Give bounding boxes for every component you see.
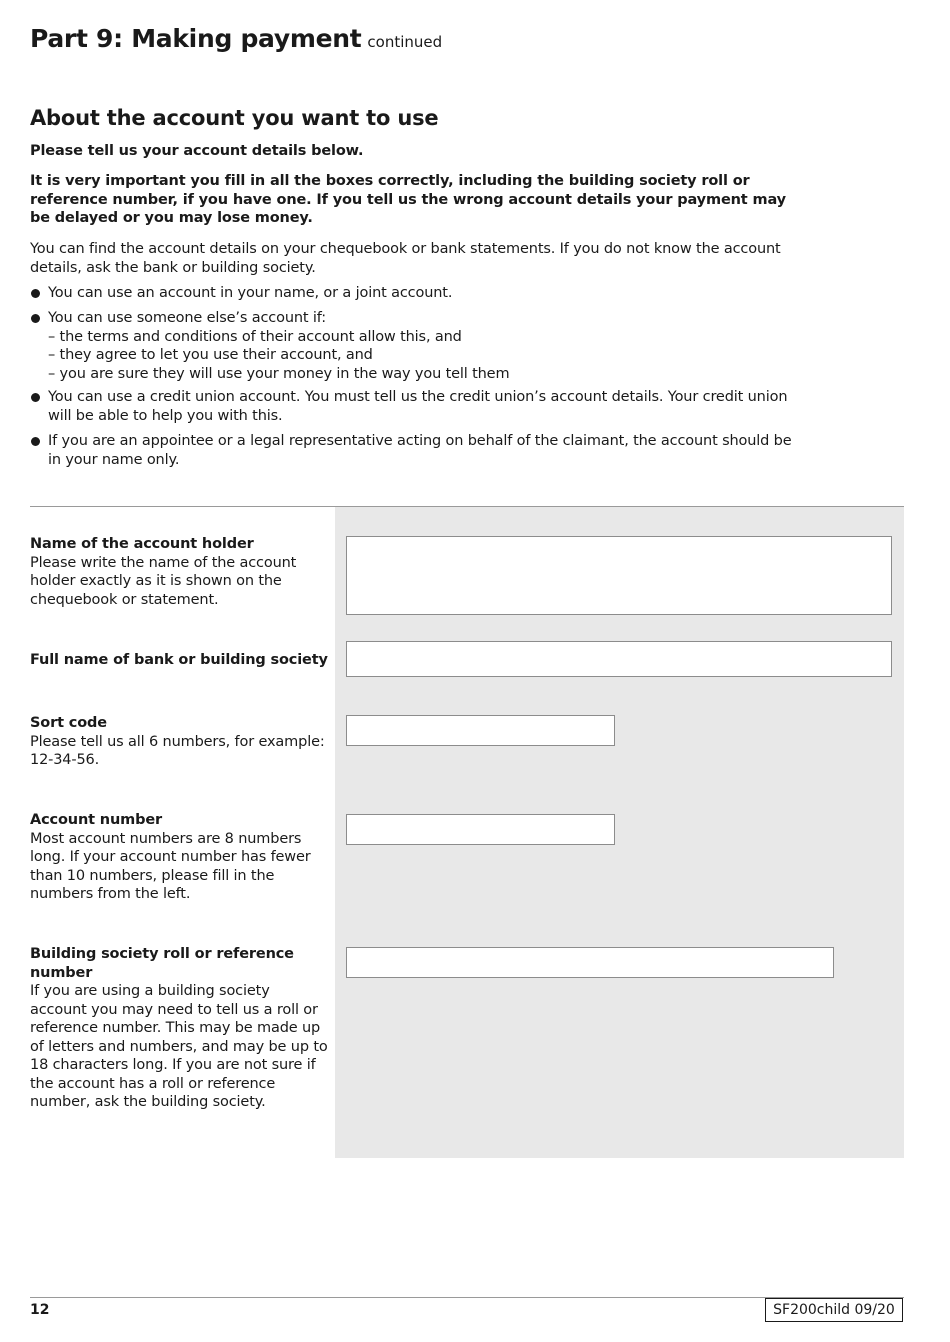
account-number-label [30,811,330,904]
bullet-item [30,309,805,383]
account-number-help: Most account numbers are 8 numbers long. If your account number has fewer than 10 numbers, please fill in the numbers from the left. [30,830,311,902]
section-heading: About the account you want to use [30,106,439,130]
sort-code-field[interactable] [346,715,615,746]
bullet-dot-icon [31,289,40,298]
bank-name-label [30,651,330,670]
bullet-text: You can use a credit union account. You must tell us the credit union’s account details. Your credit union will be able to help you with this. [48,389,788,424]
roll-number-title: Building society roll or reference number [30,946,294,981]
bullet-item [30,284,805,303]
account-number-field[interactable] [346,814,615,845]
bullet-item [30,432,805,469]
account-holder-label [30,535,330,609]
sort-code-title: Sort code [30,715,107,731]
bullet-dot-icon [31,393,40,402]
sub-bullet: – they agree to let you use their account, and [48,347,373,363]
account-number-title: Account number [30,812,163,828]
bullet-text: You can use someone else’s account if: [48,310,326,326]
bullet-item [30,388,805,425]
roll-number-field[interactable] [346,947,834,978]
page-title [30,24,442,53]
bullet-dot-icon [31,437,40,446]
sort-code-help: Please tell us all 6 numbers, for example: 12-34-56. [30,733,325,768]
roll-number-label [30,945,330,1112]
intro-text: Please tell us your account details below. [30,143,364,159]
page-number: 12 [30,1302,50,1318]
form-code-badge: SF200child 09/20 [765,1298,903,1322]
bank-name-title: Full name of bank or building society [30,652,328,668]
find-details-text: You can find the account details on your chequebook or bank statements. If you do not know the account details, ask the bank or building society. [30,241,781,276]
account-holder-help: Please write the name of the account holder exactly as it is shown on the chequebook or statement. [30,554,297,608]
sub-bullet: – the terms and conditions of their account allow this, and [48,328,462,345]
continued-label: continued [367,33,443,51]
important-notice: It is very important you fill in all the boxes correctly, including the building society roll or reference number, if you have one. If you tell us the wrong account details your payment may be delayed or you may lose money. [30,173,786,226]
sub-bullet: – you are sure they will use your money in the way you tell them [48,365,510,382]
sort-code-label [30,714,330,770]
bullet-text: If you are an appointee or a legal representative acting on behalf of the claimant, the account should be in your name only. [48,433,792,468]
roll-number-help: If you are using a building society account you may need to tell us a roll or reference number. This may be made up of letters and numbers, and may be up to 18 characters long. If you are not sure if the account has a roll or reference number, ask the building society. [30,983,328,1110]
bank-name-field[interactable] [346,641,892,677]
account-holder-title: Name of the account holder [30,536,254,552]
page-title-text: Part 9: Making payment [30,24,362,53]
bullet-text: You can use an account in your name, or a joint account. [48,285,453,301]
account-holder-field[interactable] [346,536,892,615]
bullet-dot-icon [31,314,40,323]
